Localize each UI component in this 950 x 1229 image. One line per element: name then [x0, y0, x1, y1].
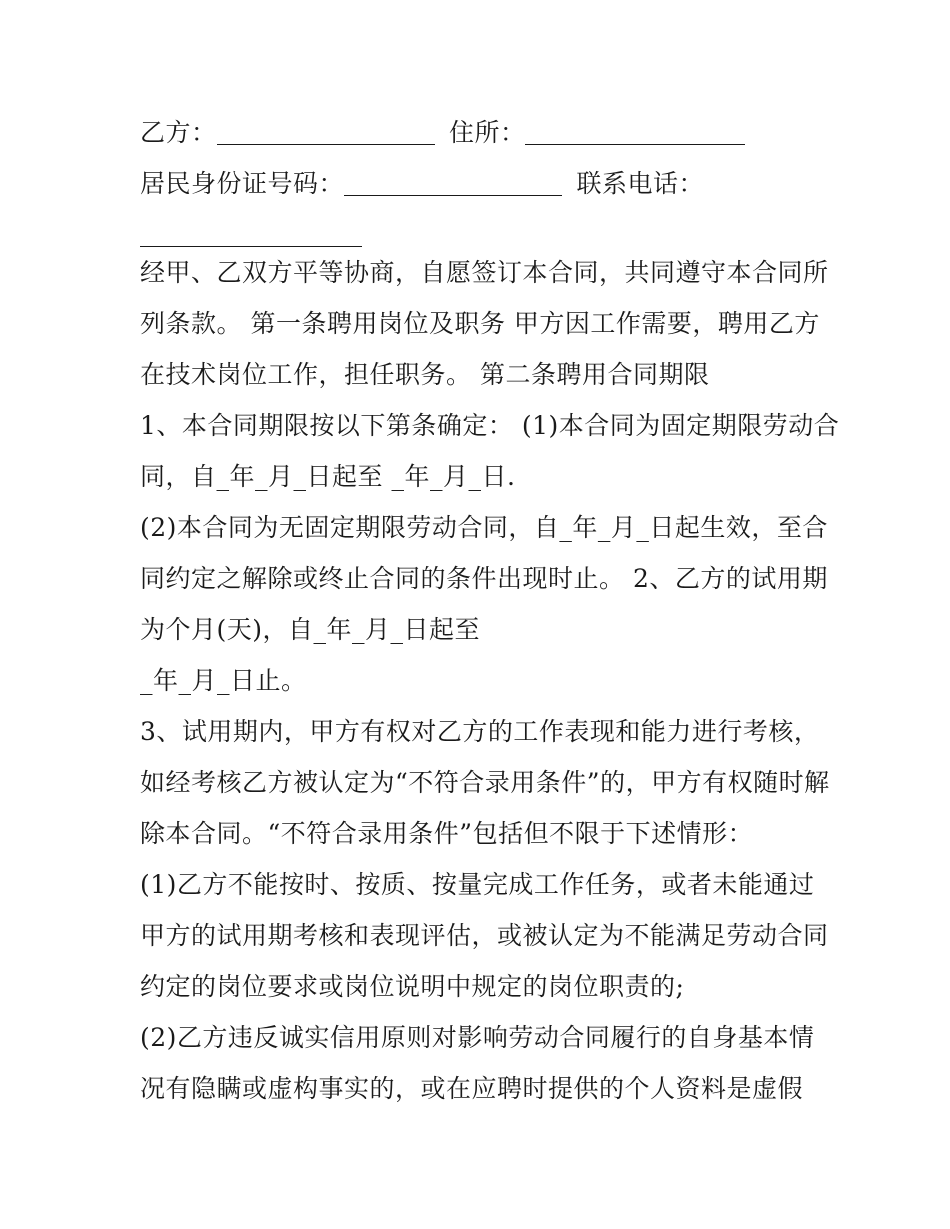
text-line: 甲方的试用期考核和表现评估，或被认定为不能满足劳动合同	[140, 921, 829, 950]
address-label: 住所：	[448, 118, 526, 147]
text-line: 3、试用期内，甲方有权对乙方的工作表现和能力进行考核，	[140, 717, 820, 746]
party-b-line	[140, 107, 820, 158]
text-line: 同，自_年_月_日起至 _年_月_日.	[140, 462, 516, 491]
text-line: 在技术岗位工作，担任职务。 第二条聘用合同期限	[140, 360, 710, 389]
text-line: (2)乙方违反诚实信用原则对影响劳动合同履行的自身基本情	[140, 1023, 815, 1052]
document-body	[140, 107, 840, 1114]
id-label: 居民身份证号码：	[140, 169, 345, 198]
id-number-blank[interactable]	[344, 169, 562, 196]
text-line: (1)乙方不能按时、按质、按量完成工作任务，或者未能通过	[140, 870, 815, 899]
party-b-name-blank[interactable]	[217, 118, 435, 145]
phone-blank-line	[140, 209, 820, 247]
text-line: 同约定之解除或终止合同的条件出现时止。 2、乙方的试用期	[140, 564, 828, 593]
text-line: (2)本合同为无固定期限劳动合同，自_年_月_日起生效，至合	[140, 513, 828, 542]
text-line: 况有隐瞒或虚构事实的，或在应聘时提供的个人资料是虚假	[140, 1074, 804, 1103]
phone-label: 联系电话：	[576, 169, 704, 198]
text-line: 列条款。 第一条聘用岗位及职务 甲方因工作需要，聘用乙方	[140, 309, 820, 338]
phone-blank[interactable]	[140, 220, 362, 247]
text-line: 如经考核乙方被认定为“不符合录用条件”的，甲方有权随时解	[140, 768, 830, 797]
party-b-label: 乙方：	[140, 118, 217, 147]
text-line: 除本合同。“不符合录用条件”包括但不限于下述情形：	[140, 819, 754, 848]
id-phone-line	[140, 158, 820, 209]
text-line: _年_月_日止。	[140, 666, 307, 695]
text-line: 为个月(天)，自_年_月_日起至	[140, 615, 481, 644]
address-blank[interactable]	[525, 118, 745, 145]
text-line: 1、本合同期限按以下第条确定： (1)本合同为固定期限劳动合	[140, 411, 840, 440]
text-line: 约定的岗位要求或岗位说明中规定的岗位职责的;	[140, 972, 685, 1001]
text-line: 经甲、乙双方平等协商，自愿签订本合同，共同遵守本合同所	[140, 258, 829, 287]
